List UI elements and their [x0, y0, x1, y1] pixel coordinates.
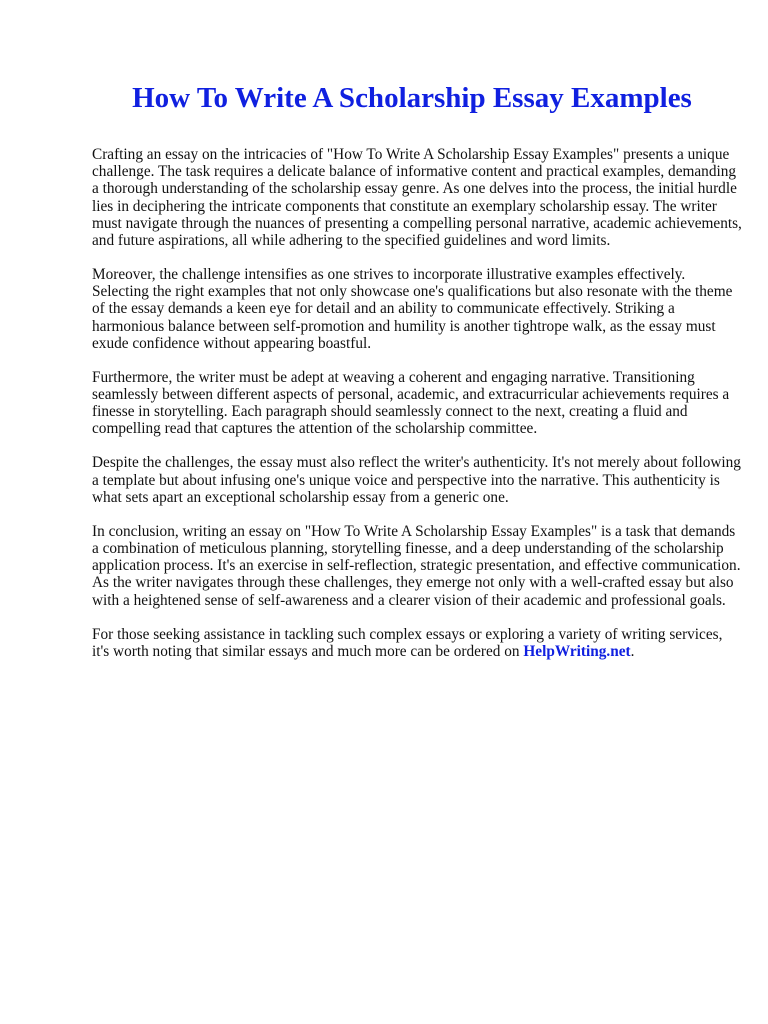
closing-paragraph — [92, 626, 742, 660]
paragraph-1: Crafting an essay on the intricacies of "How To Write A Scholarship Essay Examples" presents a unique challenge. The task requires a delicate balance of informative content and practical examples, demanding a thorough understanding of the scholarship essay genre. As one delves into the process, the initial hurdle lies in deciphering the intricate components that constitute an exemplary scholarship essay. The writer must navigate through the nuances of presenting a compelling personal narrative, academic achievements, and future aspirations, all while adhering to the specified guidelines and word limits. — [92, 146, 742, 250]
paragraph-3: Furthermore, the writer must be adept at weaving a coherent and engaging narrative. Transitioning seamlessly between different aspects of personal, academic, and extracurricular achievements requires a finesse in storytelling. Each paragraph should seamlessly connect to the next, creating a fluid and compelling read that captures the attention of the scholarship committee. — [92, 368, 730, 438]
document-title: How To Write A Scholarship Essay Examples — [132, 82, 692, 114]
helpwriting-link[interactable]: HelpWriting.net — [523, 642, 631, 660]
document-body — [92, 146, 742, 677]
closing-period: . — [630, 642, 635, 660]
paragraph-4: Despite the challenges, the essay must also reflect the writer's authenticity. It's not merely about following a template but about infusing one's unique voice and perspective into the narrative. This authenticity is what sets apart an exceptional scholarship essay from a generic one. — [92, 454, 741, 506]
closing-text: For those seeking assistance in tackling such complex essays or exploring a variety of writing services, it's worth noting that similar essays and much more can be ordered on — [92, 625, 723, 660]
paragraph-2: Moreover, the challenge intensifies as one strives to incorporate illustrative examples effectively. Selecting the right examples that not only showcase one's qualifications but also resonate with the theme of the essay demands a keen eye for detail and an ability to communicate effectively. Striking a harmonious balance between self-promotion and humility is another tightrope walk, as the essay must exude confidence without appearing boastful. — [92, 266, 733, 352]
paragraph-5: In conclusion, writing an essay on "How To Write A Scholarship Essay Examples" is a task that demands a combination of meticulous planning, storytelling finesse, and a deep understanding of the scholarship application process. It's an exercise in self-reflection, strategic presentation, and effective communication. As the writer navigates through these challenges, they emerge not only with a well-crafted essay but also with a heightened sense of self-awareness and a clearer vision of their academic and professional goals. — [92, 522, 741, 609]
